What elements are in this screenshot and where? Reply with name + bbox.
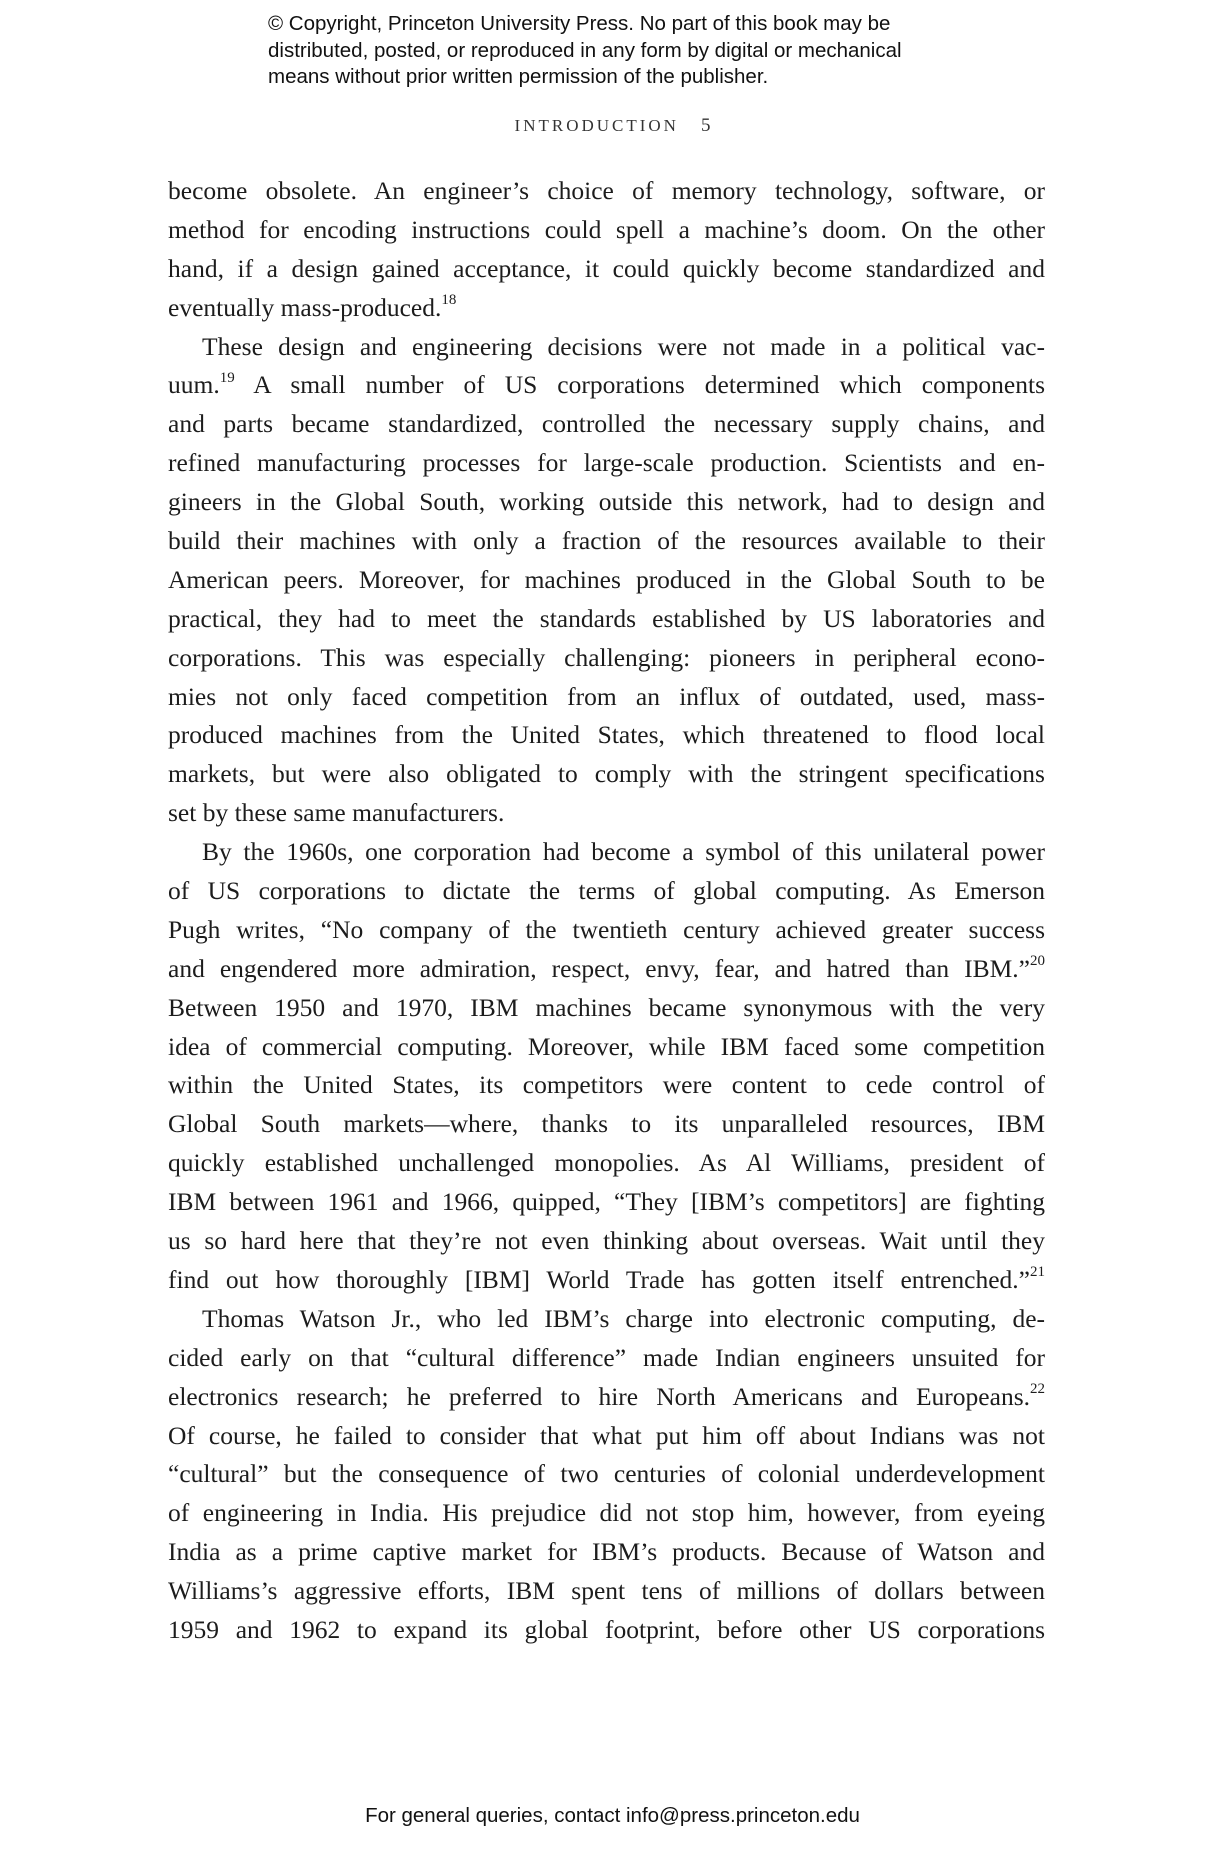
text-line (168, 1533, 1045, 1572)
text-line (168, 289, 1045, 328)
copyright-notice (268, 11, 1028, 91)
text-line (168, 1300, 1045, 1339)
line-text: and engendered more admiration, respect, envy, fear, and hatred than IBM.” (168, 953, 1030, 983)
line-text: uum. (168, 370, 220, 400)
line-text: within the United States, its competitors were content to cede control of (168, 1070, 1045, 1100)
line-text: become obsolete. An engineer’s choice of memory technology, software, or (168, 176, 1045, 205)
text-line (168, 1378, 1045, 1417)
line-text: “cultural” but the consequence of two centuries of colonial underdevelopment (168, 1459, 1045, 1489)
text-line (168, 950, 1045, 989)
line-text: find out how thoroughly [IBM] World Trade has gotten itself entrenched.” (168, 1264, 1030, 1294)
text-line (168, 911, 1045, 950)
line-text: Between 1950 and 1970, IBM machines became synonymous with the very (168, 992, 1045, 1022)
line-text: A small number of US corporations determined which components (234, 370, 1045, 400)
line-text: us so hard here that they’re not even thinking about overseas. Wait until they (168, 1226, 1045, 1256)
chapter-title: INTRODUCTION (514, 116, 679, 135)
line-text: These design and engineering decisions were not made in a political vac- (202, 331, 1045, 361)
line-text: mies not only faced competition from an influx of outdated, used, mass- (168, 681, 1045, 711)
text-line (168, 172, 1045, 211)
text-line (168, 872, 1045, 911)
line-text: method for encoding instructions could spell a machine’s doom. On the other (168, 214, 1045, 244)
line-text: produced machines from the United States, which threatened to flood local (168, 720, 1045, 750)
text-line (168, 483, 1045, 522)
paragraph (168, 328, 1045, 834)
copyright-line: distributed, posted, or reproduced in any form by digital or mechanical (268, 38, 902, 62)
line-text: gineers in the Global South, working outside this network, had to design and (168, 487, 1045, 517)
text-line (168, 1028, 1045, 1067)
text-line (168, 1572, 1045, 1611)
paragraph (168, 172, 1045, 328)
text-line (168, 444, 1045, 483)
text-line (168, 1222, 1045, 1261)
text-line (168, 1105, 1045, 1144)
text-line (168, 716, 1045, 755)
line-text: Global South markets—where, thanks to its unparalleled resources, IBM (168, 1109, 1045, 1139)
body-text (168, 172, 1045, 1650)
text-line (168, 600, 1045, 639)
footnote-ref: 21 (1030, 1264, 1045, 1281)
page-number: 5 (700, 115, 711, 136)
text-line (168, 561, 1045, 600)
line-text: corporations. This was especially challenging: pioneers in peripheral econo- (168, 642, 1045, 672)
line-text: Pugh writes, “No company of the twentieth century achieved greater success (168, 914, 1045, 944)
line-text: set by these same manufacturers. (168, 798, 505, 828)
text-line (168, 328, 1045, 367)
text-line (168, 794, 1045, 833)
text-line (168, 1066, 1045, 1105)
text-line (168, 1494, 1045, 1533)
line-text: 1959 and 1962 to expand its global footprint, before other US corporations (168, 1614, 1045, 1644)
footer-contact: For general queries, contact info@press.princeton.edu (365, 1804, 860, 1827)
line-text: quickly established unchallenged monopolies. As Al Williams, president of (168, 1148, 1045, 1178)
line-text: idea of commercial computing. Moreover, while IBM faced some competition (168, 1031, 1045, 1061)
text-line (168, 366, 1045, 405)
text-line (168, 1183, 1045, 1222)
copyright-line: means without prior written permission of the publisher. (268, 65, 769, 88)
line-text: build their machines with only a fraction of the resources available to their (168, 526, 1045, 556)
text-line (168, 989, 1045, 1028)
line-text: and parts became standardized, controlled the necessary supply chains, and (168, 409, 1045, 439)
text-line (168, 678, 1045, 717)
text-line (168, 833, 1045, 872)
footnote-ref: 19 (219, 369, 235, 386)
text-line (168, 522, 1045, 561)
line-text: Of course, he failed to consider that what put him off about Indians was not (168, 1420, 1045, 1450)
line-text: refined manufacturing processes for large-scale production. Scientists and en- (168, 448, 1045, 478)
line-text: Thomas Watson Jr., who led IBM’s charge into electronic computing, de- (202, 1303, 1045, 1333)
text-line (168, 250, 1045, 289)
line-text: of US corporations to dictate the terms of global computing. As Emerson (168, 876, 1045, 906)
line-text: hand, if a design gained acceptance, it could quickly become standardized and (168, 253, 1045, 283)
text-line (168, 1417, 1045, 1456)
line-text: practical, they had to meet the standards established by US laboratories and (168, 603, 1045, 633)
line-text: electronics research; he preferred to hire North Americans and Europeans. (168, 1381, 1030, 1411)
text-line (168, 405, 1045, 444)
text-line (168, 1339, 1045, 1378)
paragraph (168, 833, 1045, 1300)
line-text: cided early on that “cultural difference” made Indian engineers unsuited for (168, 1342, 1045, 1372)
text-line (168, 1144, 1045, 1183)
footnote-ref: 22 (1030, 1381, 1045, 1398)
text-line (168, 639, 1045, 678)
line-text: IBM between 1961 and 1966, quipped, “They [IBM’s competitors] are fighting (168, 1187, 1045, 1217)
line-text: of engineering in India. His prejudice did not stop him, however, from eyeing (168, 1498, 1045, 1528)
line-text: Williams’s aggressive efforts, IBM spent tens of millions of dollars between (168, 1576, 1045, 1606)
line-text: American peers. Moreover, for machines produced in the Global South to be (168, 564, 1045, 594)
line-text: By the 1960s, one corporation had become a symbol of this unilateral power (202, 837, 1045, 867)
paragraph (168, 1300, 1045, 1650)
text-line (168, 211, 1045, 250)
copyright-line: © Copyright, Princeton University Press. No part of this book may be (268, 12, 891, 35)
text-line (168, 1455, 1045, 1494)
line-text: eventually mass-produced. (168, 292, 442, 322)
line-text: markets, but were also obligated to comply with the stringent specifications (168, 759, 1045, 789)
text-line (168, 1261, 1045, 1300)
running-head (0, 115, 1225, 137)
footnote-ref: 18 (441, 292, 457, 309)
line-text: India as a prime captive market for IBM’s products. Because of Watson and (168, 1537, 1045, 1567)
footnote-ref: 20 (1030, 953, 1045, 970)
text-line (168, 755, 1045, 794)
text-line (168, 1611, 1045, 1650)
